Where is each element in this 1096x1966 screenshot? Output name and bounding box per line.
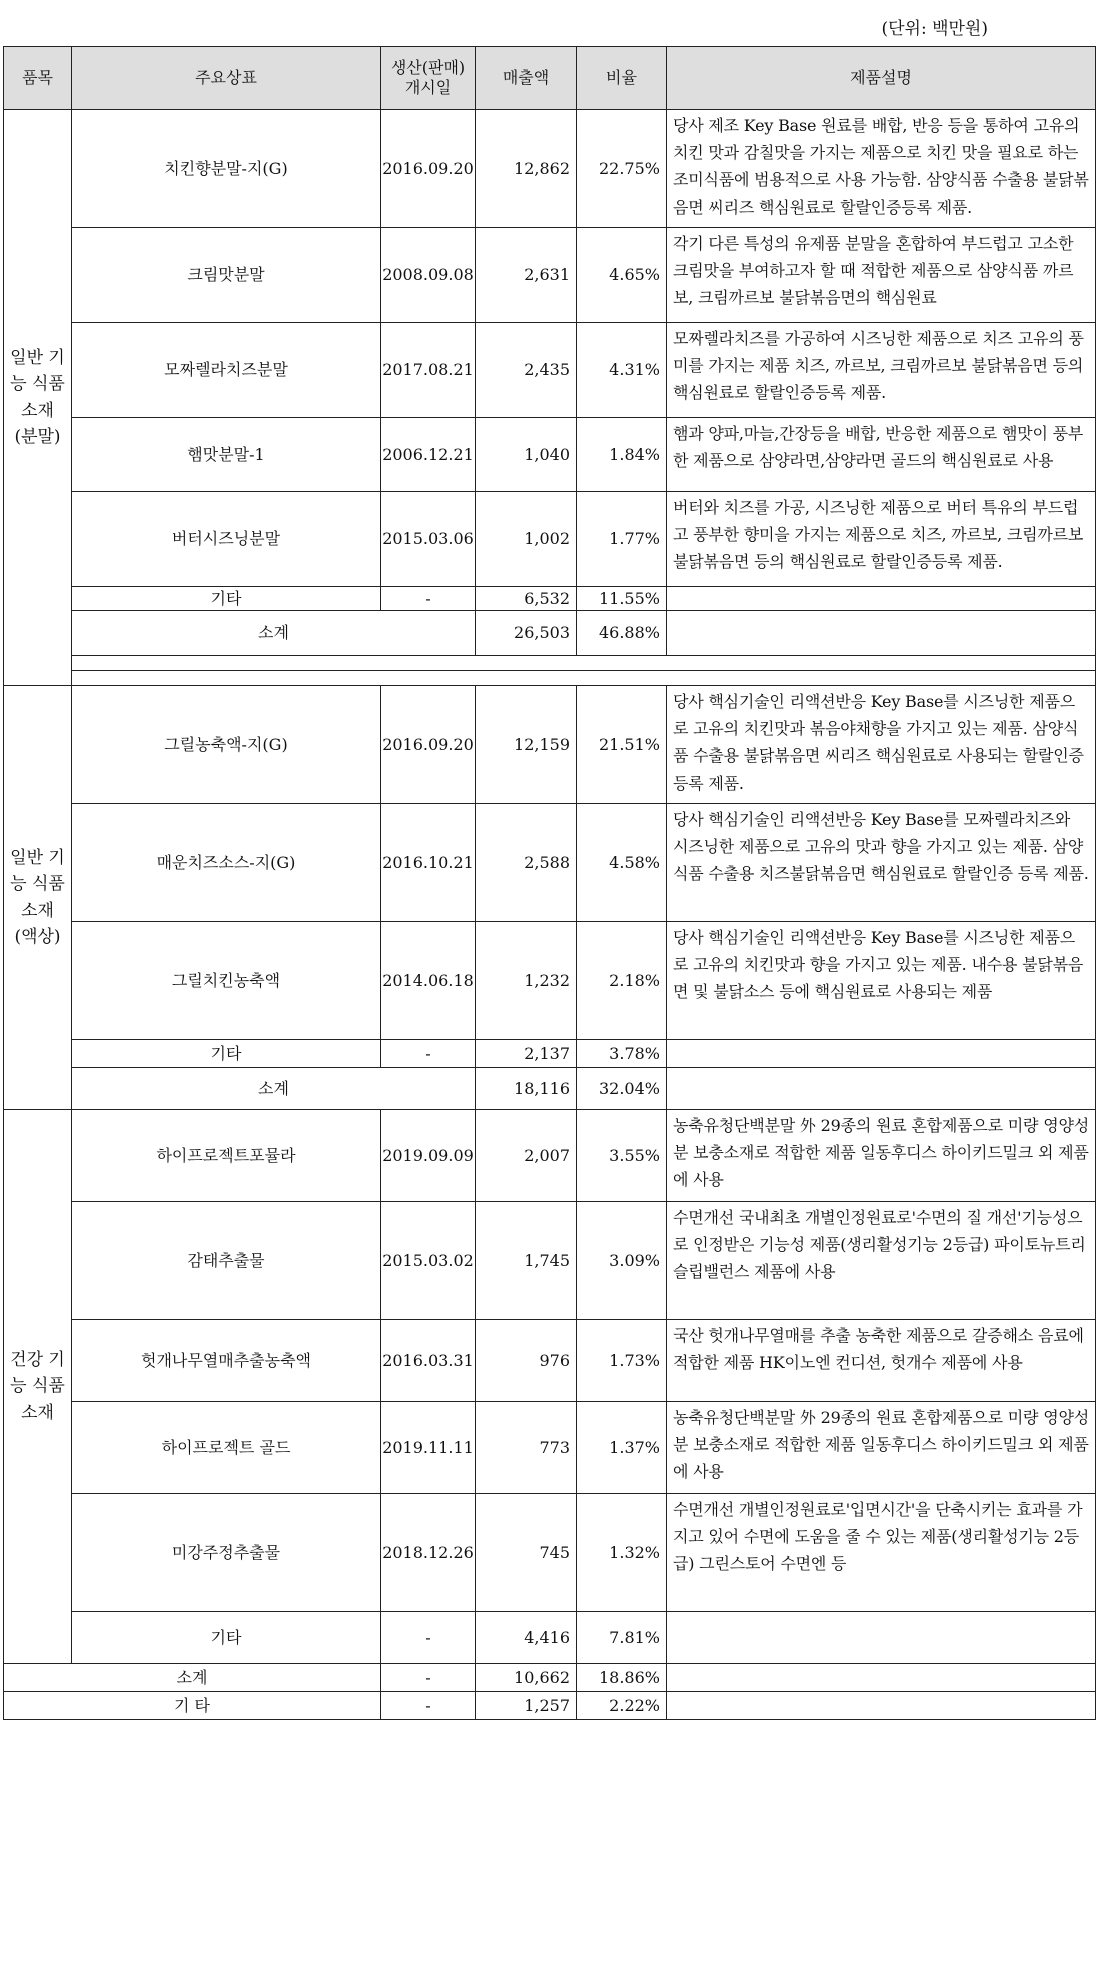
- product-description: 각기 다른 특성의 유제품 분말을 혼합하여 부드럽고 고소한 크림맛을 부여하고자 할 때 적합한 제품으로 삼양식품 까르보, 크림까르보 불닭볶음면의 핵심원료: [667, 228, 1096, 323]
- subtotal-label: 소계: [72, 611, 476, 656]
- other-label: 기타: [72, 1612, 381, 1664]
- subtotal-description: [667, 1664, 1096, 1692]
- start-date: 2019.11.11: [381, 1402, 476, 1494]
- sales-value: 2,435: [476, 323, 577, 418]
- product-description: 당사 핵심기술인 리액션반응 Key Base를 시즈닝한 제품으로 고유의 치킨맛과 향을 가지고 있는 제품. 내수용 불닭볶음면 및 불닭소스 등에 핵심원료로 사용되는 제품: [667, 922, 1096, 1040]
- ratio-value: 3.55%: [577, 1110, 667, 1202]
- product-description: 햄과 양파,마늘,간장등을 배합, 반응한 제품으로 햄맛이 풍부한 제품으로 삼양라면,삼양라면 골드의 핵심원료로 사용: [667, 418, 1096, 492]
- other-label: 기타: [72, 587, 381, 611]
- header-ratio: 비율: [577, 47, 667, 110]
- table-row: [4, 418, 1096, 492]
- ratio-value: 3.09%: [577, 1202, 667, 1320]
- header-category: 품목: [4, 47, 72, 110]
- start-date: 2006.12.21: [381, 418, 476, 492]
- sales-value: 773: [476, 1402, 577, 1494]
- other-ratio: 11.55%: [577, 587, 667, 611]
- start-date: 2016.09.20: [381, 110, 476, 228]
- category-cell: 건강 기능 식품 소재: [4, 1110, 72, 1664]
- other-label: 기타: [72, 1040, 381, 1068]
- other-ratio: 3.78%: [577, 1040, 667, 1068]
- product-name: 헛개나무열매추출농축액: [72, 1320, 381, 1402]
- subtotal-sales: 18,116: [476, 1068, 577, 1110]
- subtotal-row: [4, 611, 1096, 656]
- sales-value: 2,007: [476, 1110, 577, 1202]
- start-date: 2017.08.21: [381, 323, 476, 418]
- spacer-cell: [72, 671, 1096, 686]
- ratio-value: 21.51%: [577, 686, 667, 804]
- subtotal-description: [667, 1068, 1096, 1110]
- table-row: [4, 323, 1096, 418]
- table-row: [4, 1402, 1096, 1494]
- product-description: 수면개선 개별인정원료로'입면시간'을 단축시키는 효과를 가지고 있어 수면에 도움을 줄 수 있는 제품(생리활성기능 2등급) 그린스토어 수면엔 등: [667, 1494, 1096, 1612]
- ratio-value: 2.18%: [577, 922, 667, 1040]
- product-name: 감태추출물: [72, 1202, 381, 1320]
- grand-other-description: [667, 1692, 1096, 1720]
- header-description: 제품설명: [667, 47, 1096, 110]
- other-sales: 6,532: [476, 587, 577, 611]
- sales-value: 976: [476, 1320, 577, 1402]
- sales-value: 12,862: [476, 110, 577, 228]
- other-date: -: [381, 1040, 476, 1068]
- ratio-value: 4.58%: [577, 804, 667, 922]
- subtotal-row: [4, 1068, 1096, 1110]
- grand-other-label: 기 타: [4, 1692, 381, 1720]
- sales-value: 745: [476, 1494, 577, 1612]
- sales-value: 1,040: [476, 418, 577, 492]
- product-description: 버터와 치즈를 가공, 시즈닝한 제품으로 버터 특유의 부드럽고 풍부한 향미을 가지는 제품으로 치즈, 까르보, 크림까르보 불닭볶음면 등의 핵심원료로 할랄인증등록 제품.: [667, 492, 1096, 587]
- start-date: 2008.09.08: [381, 228, 476, 323]
- other-ratio: 7.81%: [577, 1612, 667, 1664]
- subtotal-sales: 10,662: [476, 1664, 577, 1692]
- subtotal-ratio: 32.04%: [577, 1068, 667, 1110]
- header-start-date: 생산(판매) 개시일: [381, 47, 476, 110]
- grand-other-row: [4, 1692, 1096, 1720]
- other-row: [4, 1612, 1096, 1664]
- subtotal-label: 소계: [4, 1664, 381, 1692]
- table-row: [4, 804, 1096, 922]
- product-description: 국산 헛개나무열매를 추출 농축한 제품으로 갈증해소 음료에 적합한 제품 HK이노엔 컨디션, 헛개수 제품에 사용: [667, 1320, 1096, 1402]
- spacer-cell: [72, 656, 1096, 671]
- subtotal-description: [667, 611, 1096, 656]
- grand-other-date: -: [381, 1692, 476, 1720]
- other-description: [667, 587, 1096, 611]
- product-description: 당사 핵심기술인 리액션반응 Key Base를 시즈닝한 제품으로 고유의 치킨맛과 볶음야채향을 가지고 있는 제품. 삼양식품 수출용 불닭볶음면 씨리즈 핵심원료로 사용되는 할랄인증 등록 제품.: [667, 686, 1096, 804]
- ratio-value: 1.32%: [577, 1494, 667, 1612]
- table-row: [4, 922, 1096, 1040]
- product-description: 농축유청단백분말 外 29종의 원료 혼합제품으로 미량 영양성분 보충소재로 적합한 제품 일동후디스 하이키드밀크 외 제품에 사용: [667, 1110, 1096, 1202]
- product-name: 미강주정추출물: [72, 1494, 381, 1612]
- category-cell: 일반 기능 식품 소재 (액상): [4, 686, 72, 1110]
- subtotal-ratio: 46.88%: [577, 611, 667, 656]
- start-date: 2016.03.31: [381, 1320, 476, 1402]
- ratio-value: 4.65%: [577, 228, 667, 323]
- product-name: 매운치즈소스-지(G): [72, 804, 381, 922]
- product-name: 그릴치킨농축액: [72, 922, 381, 1040]
- subtotal-sales: 26,503: [476, 611, 577, 656]
- table-row: [4, 686, 1096, 804]
- product-name: 햄맛분말-1: [72, 418, 381, 492]
- other-sales: 4,416: [476, 1612, 577, 1664]
- subtotal-ratio: 18.86%: [577, 1664, 667, 1692]
- unit-label: (단위: 백만원): [881, 19, 988, 39]
- grand-other-sales: 1,257: [476, 1692, 577, 1720]
- ratio-value: 1.37%: [577, 1402, 667, 1494]
- table-row: [4, 1110, 1096, 1202]
- product-description: 농축유청단백분말 外 29종의 원료 혼합제품으로 미량 영양성분 보충소재로 적합한 제품 일동후디스 하이키드밀크 외 제품에 사용: [667, 1402, 1096, 1494]
- ratio-value: 1.77%: [577, 492, 667, 587]
- header-sales: 매출액: [476, 47, 577, 110]
- start-date: 2016.09.20: [381, 686, 476, 804]
- sales-value: 12,159: [476, 686, 577, 804]
- table-row: [4, 1494, 1096, 1612]
- other-description: [667, 1612, 1096, 1664]
- start-date: 2016.10.21: [381, 804, 476, 922]
- product-description: 당사 핵심기술인 리액션반응 Key Base를 모짜렐라치즈와 시즈닝한 제품으로 고유의 맛과 향을 가지고 있는 제품. 삼양식품 수출용 치즈불닭볶음면 핵심원료로 할랄인증 등록 제품.: [667, 804, 1096, 922]
- start-date: 2018.12.26: [381, 1494, 476, 1612]
- ratio-value: 1.84%: [577, 418, 667, 492]
- other-description: [667, 1040, 1096, 1068]
- ratio-value: 1.73%: [577, 1320, 667, 1402]
- sales-value: 2,588: [476, 804, 577, 922]
- grand-other-ratio: 2.22%: [577, 1692, 667, 1720]
- other-sales: 2,137: [476, 1040, 577, 1068]
- subtotal-label: 소계: [72, 1068, 476, 1110]
- product-name: 하이프로젝트포뮬라: [72, 1110, 381, 1202]
- ratio-value: 22.75%: [577, 110, 667, 228]
- header-row: [4, 47, 1096, 110]
- spacer-row: [4, 656, 1096, 671]
- sales-value: 1,232: [476, 922, 577, 1040]
- subtotal-row: [4, 1664, 1096, 1692]
- start-date: 2019.09.09: [381, 1110, 476, 1202]
- product-name: 하이프로젝트 골드: [72, 1402, 381, 1494]
- start-date: 2015.03.06: [381, 492, 476, 587]
- start-date: 2015.03.02: [381, 1202, 476, 1320]
- other-date: -: [381, 1612, 476, 1664]
- table-row: [4, 1320, 1096, 1402]
- product-name: 크림맛분말: [72, 228, 381, 323]
- sales-value: 1,745: [476, 1202, 577, 1320]
- table-row: [4, 492, 1096, 587]
- sales-value: 2,631: [476, 228, 577, 323]
- other-row: [4, 1040, 1096, 1068]
- header-brand: 주요상표: [72, 47, 381, 110]
- product-name: 그릴농축액-지(G): [72, 686, 381, 804]
- product-name: 버터시즈닝분말: [72, 492, 381, 587]
- subtotal-date: -: [381, 1664, 476, 1692]
- product-description: 수면개선 국내최초 개별인정원료로'수면의 질 개선'기능성으로 인정받은 기능성 제품(생리활성기능 2등급) 파이토뉴트리 슬립밸런스 제품에 사용: [667, 1202, 1096, 1320]
- product-name: 모짜렐라치즈분말: [72, 323, 381, 418]
- other-date: -: [381, 587, 476, 611]
- product-description: 모짜렐라치즈를 가공하여 시즈닝한 제품으로 치즈 고유의 풍미를 가지는 제품 치즈, 까르보, 크림까르보 불닭볶음면 등의 핵심원료로 할랄인증등록 제품.: [667, 323, 1096, 418]
- spacer-row: [4, 671, 1096, 686]
- sales-value: 1,002: [476, 492, 577, 587]
- table-row: [4, 110, 1096, 228]
- start-date: 2014.06.18: [381, 922, 476, 1040]
- product-description: 당사 제조 Key Base 원료를 배합, 반응 등을 통하여 고유의 치킨 맛과 감칠맛을 가지는 제품으로 치킨 맛을 필요로 하는 조미식품에 범용적으로 사용 가능함. 삼양식품 수출용 불닭볶음면 씨리즈 핵심원료로 할랄인증등록 제품.: [667, 110, 1096, 228]
- product-name: 치킨향분말-지(G): [72, 110, 381, 228]
- table-row: [4, 228, 1096, 323]
- other-row: [4, 587, 1096, 611]
- ratio-value: 4.31%: [577, 323, 667, 418]
- product-table: [3, 46, 1096, 1720]
- table-row: [4, 1202, 1096, 1320]
- category-cell: 일반 기능 식품 소재 (분말): [4, 110, 72, 686]
